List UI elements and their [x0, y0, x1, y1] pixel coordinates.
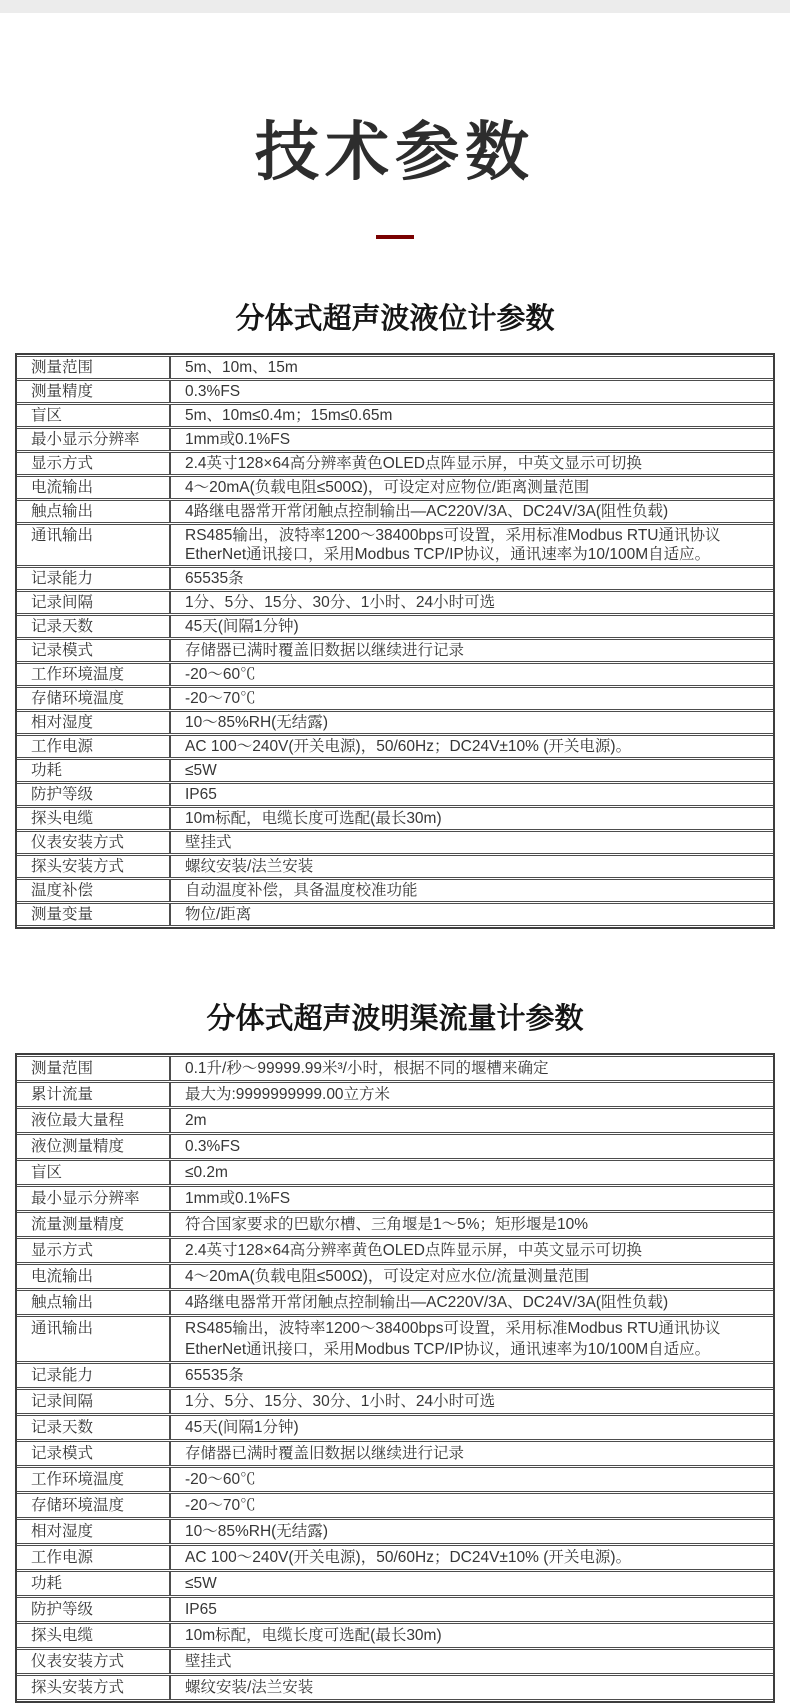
spec-value-cell: AC 100～240V(开关电源)，50/60Hz；DC24V±10% (开关电源)。 [170, 1545, 773, 1570]
section-title-level-gauge: 分体式超声波液位计参数 [235, 303, 555, 335]
spec-value-cell: 1mm或0.1%FS [170, 428, 773, 451]
spec-label-cell: 工作环境温度 [17, 1467, 170, 1492]
table-row [17, 615, 773, 638]
spec-label-cell: 记录能力 [17, 1363, 170, 1388]
spec-value-cell: 4～20mA(负载电阻≤500Ω)，可设定对应物位/距离测量范围 [170, 476, 773, 499]
spec-label-cell: 最小显示分辨率 [17, 428, 170, 451]
table-row [17, 1363, 773, 1388]
table-row [17, 1597, 773, 1622]
table-row [17, 356, 773, 379]
spec-value-cell: -20～70℃ [170, 1493, 773, 1518]
spec-label-cell: 工作电源 [17, 1545, 170, 1570]
spec-label-cell: 记录天数 [17, 615, 170, 638]
spec-label-cell: 功耗 [17, 759, 170, 782]
spec-value-cell: 壁挂式 [170, 831, 773, 854]
spec-label-cell: 存储环境温度 [17, 687, 170, 710]
table-row [17, 831, 773, 854]
table-row [17, 687, 773, 710]
table-row [17, 1290, 773, 1315]
spec-label-cell: 防护等级 [17, 1597, 170, 1622]
table-row [17, 567, 773, 590]
table-row [17, 855, 773, 878]
spec-label-cell: 探头安装方式 [17, 855, 170, 878]
table-row [17, 1545, 773, 1570]
table-row [17, 1675, 773, 1700]
table-row [17, 783, 773, 806]
spec-value-cell: 10～85%RH(无结露) [170, 1519, 773, 1544]
spec-label-cell: 探头安装方式 [17, 1675, 170, 1700]
table-row [17, 1649, 773, 1674]
spec-value-cell: 0.1升/秒～99999.99米³/小时，根据不同的堰槽来确定 [170, 1056, 773, 1081]
table-row [17, 639, 773, 662]
spec-label-cell: 记录天数 [17, 1415, 170, 1440]
spec-label-cell: 最小显示分辨率 [17, 1186, 170, 1211]
spec-value-cell: 4～20mA(负载电阻≤500Ω)，可设定对应水位/流量测量范围 [170, 1264, 773, 1289]
spec-value-cell: 符合国家要求的巴歇尔槽、三角堰是1～5%；矩形堰是10% [170, 1212, 773, 1237]
section-level-gauge [0, 301, 790, 929]
table-row [17, 1519, 773, 1544]
spec-label-cell: 盲区 [17, 1160, 170, 1185]
spec-value-cell: 5m、10m≤0.4m；15m≤0.65m [170, 404, 773, 427]
spec-value-cell: 10m标配，电缆长度可选配(最长30m) [170, 807, 773, 830]
spec-value-cell: 2m [170, 1108, 773, 1133]
spec-label-cell: 仪表安装方式 [17, 1649, 170, 1674]
spec-value-cell: 45天(间隔1分钟) [170, 1415, 773, 1440]
table-row [17, 1238, 773, 1263]
spec-label-cell: 防护等级 [17, 783, 170, 806]
table-row [17, 1415, 773, 1440]
table-row [17, 1186, 773, 1211]
spec-label-cell: 仪表安装方式 [17, 831, 170, 854]
spec-value-cell: RS485输出，波特率1200～38400bps可设置，采用标准Modbus RTU通讯协议 EtherNet通讯接口，采用Modbus TCP/IP协议，通讯速率为10/100M自适应。 [170, 524, 773, 566]
table-row [17, 1316, 773, 1362]
spec-table-level-gauge [15, 353, 775, 929]
spec-label-cell: 温度补偿 [17, 879, 170, 902]
spec-value-cell: 物位/距离 [170, 903, 773, 926]
table-row [17, 1571, 773, 1596]
top-bar [0, 0, 790, 13]
spec-label-cell: 探头电缆 [17, 807, 170, 830]
table-row [17, 1623, 773, 1648]
table-row [17, 524, 773, 566]
table-row [17, 452, 773, 475]
table-row [17, 476, 773, 499]
spec-value-cell: 10～85%RH(无结露) [170, 711, 773, 734]
table-row [17, 879, 773, 902]
table-row [17, 759, 773, 782]
spec-label-cell: 工作环境温度 [17, 663, 170, 686]
spec-value-cell: 4路继电器常开常闭触点控制输出—AC220V/3A、DC24V/3A(阻性负载) [170, 1290, 773, 1315]
spec-value-cell: 最大为:9999999999.00立方米 [170, 1082, 773, 1107]
spec-value-cell: RS485输出，波特率1200～38400bps可设置，采用标准Modbus RTU通讯协议 EtherNet通讯接口，采用Modbus TCP/IP协议，通讯速率为10/100M自适应。 [170, 1316, 773, 1362]
table-row [17, 591, 773, 614]
spec-value-cell: 2.4英寸128×64高分辨率黄色OLED点阵显示屏，中英文显示可切换 [170, 1238, 773, 1263]
spec-value-cell: 存储器已满时覆盖旧数据以继续进行记录 [170, 639, 773, 662]
table-row [17, 807, 773, 830]
table-row [17, 380, 773, 403]
spec-value-cell: ≤5W [170, 759, 773, 782]
spec-value-cell: 4路继电器常开常闭触点控制输出—AC220V/3A、DC24V/3A(阻性负载) [170, 500, 773, 523]
title-underline [376, 235, 414, 239]
spec-label-cell: 测量精度 [17, 380, 170, 403]
spec-value-cell: 1mm或0.1%FS [170, 1186, 773, 1211]
spec-label-cell: 记录间隔 [17, 591, 170, 614]
table-row [17, 1134, 773, 1159]
spec-value-cell: IP65 [170, 783, 773, 806]
spec-label-cell: 记录能力 [17, 567, 170, 590]
spec-table-flow-meter [15, 1053, 775, 1703]
spec-label-cell: 液位测量精度 [17, 1134, 170, 1159]
table-row [17, 711, 773, 734]
spec-label-cell: 通讯输出 [17, 1316, 170, 1362]
spec-value-cell: 存储器已满时覆盖旧数据以继续进行记录 [170, 1441, 773, 1466]
table-row [17, 404, 773, 427]
spec-label-cell: 相对湿度 [17, 711, 170, 734]
spec-label-cell: 相对湿度 [17, 1519, 170, 1544]
table-row [17, 1056, 773, 1081]
spec-value-cell: -20～60℃ [170, 1467, 773, 1492]
table-row [17, 1264, 773, 1289]
table-row [17, 1212, 773, 1237]
page-title: 技术参数 [255, 116, 535, 188]
spec-value-cell: 自动温度补偿，具备温度校准功能 [170, 879, 773, 902]
spec-value-cell: 壁挂式 [170, 1649, 773, 1674]
table-row [17, 500, 773, 523]
spec-label-cell: 流量测量精度 [17, 1212, 170, 1237]
spec-label-cell: 电流输出 [17, 1264, 170, 1289]
table-row [17, 1082, 773, 1107]
spec-label-cell: 记录间隔 [17, 1389, 170, 1414]
section-flow-meter [0, 1001, 790, 1703]
table-row [17, 1467, 773, 1492]
spec-value-cell: 2.4英寸128×64高分辨率黄色OLED点阵显示屏，中英文显示可切换 [170, 452, 773, 475]
spec-label-cell: 工作电源 [17, 735, 170, 758]
spec-value-cell: ≤0.2m [170, 1160, 773, 1185]
spec-label-cell: 累计流量 [17, 1082, 170, 1107]
spec-label-cell: 电流输出 [17, 476, 170, 499]
spec-label-cell: 存储环境温度 [17, 1493, 170, 1518]
spec-value-cell: -20～60℃ [170, 663, 773, 686]
table-row [17, 735, 773, 758]
spec-value-cell: ≤5W [170, 1571, 773, 1596]
spec-value-cell: 10m标配，电缆长度可选配(最长30m) [170, 1623, 773, 1648]
spec-value-cell: 5m、10m、15m [170, 356, 773, 379]
spec-label-cell: 液位最大量程 [17, 1108, 170, 1133]
spec-value-cell: AC 100～240V(开关电源)，50/60Hz；DC24V±10% (开关电源)。 [170, 735, 773, 758]
spec-value-cell: 0.3%FS [170, 380, 773, 403]
spec-value-cell: 45天(间隔1分钟) [170, 615, 773, 638]
spec-label-cell: 记录模式 [17, 639, 170, 662]
spec-label-cell: 显示方式 [17, 1238, 170, 1263]
table-row [17, 663, 773, 686]
table-row [17, 428, 773, 451]
spec-label-cell: 测量范围 [17, 356, 170, 379]
table-row [17, 1389, 773, 1414]
table-row [17, 1108, 773, 1133]
spec-label-cell: 记录模式 [17, 1441, 170, 1466]
table-row [17, 1493, 773, 1518]
spec-label-cell: 触点输出 [17, 1290, 170, 1315]
spec-value-cell: 65535条 [170, 1363, 773, 1388]
spec-label-cell: 显示方式 [17, 452, 170, 475]
table-row [17, 1160, 773, 1185]
table-row [17, 1441, 773, 1466]
spec-label-cell: 触点输出 [17, 500, 170, 523]
spec-value-cell: -20～70℃ [170, 687, 773, 710]
spec-value-cell: 1分、5分、15分、30分、1小时、24小时可选 [170, 591, 773, 614]
spec-label-cell: 测量变量 [17, 903, 170, 926]
table-row [17, 903, 773, 926]
spec-label-cell: 测量范围 [17, 1056, 170, 1081]
spec-value-cell: 1分、5分、15分、30分、1小时、24小时可选 [170, 1389, 773, 1414]
spec-value-cell: 螺纹安装/法兰安装 [170, 855, 773, 878]
spec-label-cell: 功耗 [17, 1571, 170, 1596]
spec-value-cell: 螺纹安装/法兰安装 [170, 1675, 773, 1700]
spec-value-cell: IP65 [170, 1597, 773, 1622]
spec-value-cell: 65535条 [170, 567, 773, 590]
spec-label-cell: 盲区 [17, 404, 170, 427]
spec-label-cell: 探头电缆 [17, 1623, 170, 1648]
spec-label-cell: 通讯输出 [17, 524, 170, 566]
spec-value-cell: 0.3%FS [170, 1134, 773, 1159]
section-title-flow-meter: 分体式超声波明渠流量计参数 [206, 1003, 584, 1035]
